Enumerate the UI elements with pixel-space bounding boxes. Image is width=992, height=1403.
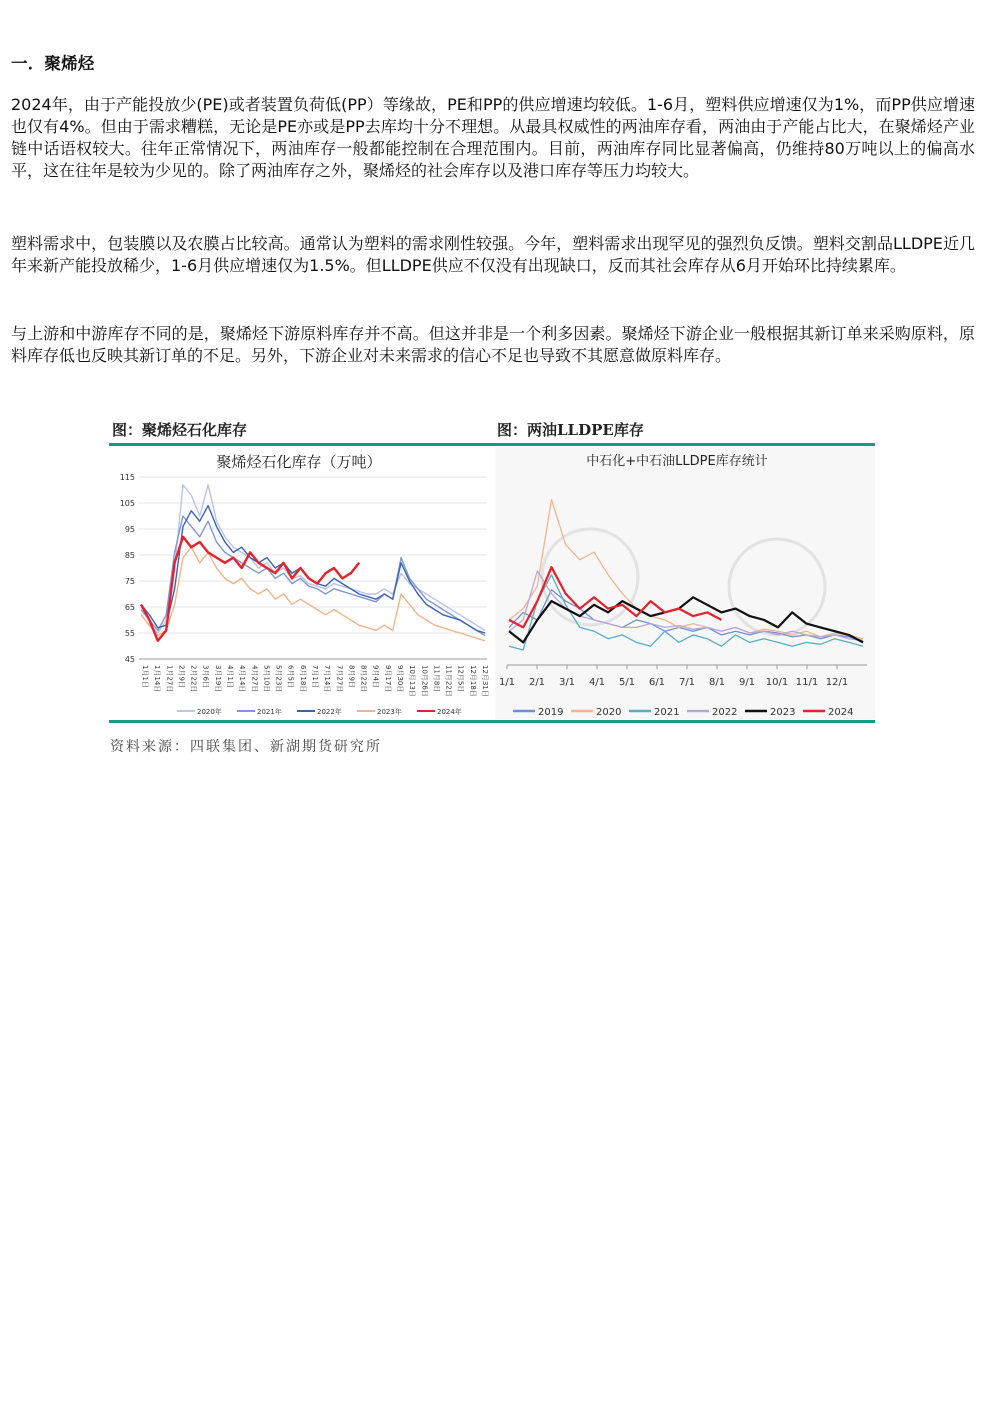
y-tick-label: 75 <box>124 577 135 586</box>
x-tick-label: 8/1 <box>708 677 726 688</box>
y-tick-label: 105 <box>119 499 135 508</box>
y-tick-label: 45 <box>124 655 135 664</box>
legend-label: 2022 <box>712 707 738 718</box>
legend-label: 2023年 <box>377 708 402 716</box>
x-tick-label: 11月22日 <box>444 665 453 697</box>
x-tick-label: 8月22日 <box>359 665 368 693</box>
paragraph-supply: 2024年，由于产能投放少(PE)或者装置负荷低(PP）等缘故，PE和PP的供应增速均较低。1-6月，塑料供应增速仅为1%，而PP供应增速也仅有4%。但由于需求糟糕，无论是PE亦或是PP去库均十分不理想。从最具权威性的两油库存看，两油由于产能占比大，在聚烯烃产业链中话语权较大。往年正常情况下，两油库存一般都能控制在合理范围内。目前，两油库存同比显著偏高，仍维持80万吨以上的偏高水平，这在往年是较为少见的。除了两油库存之外，聚烯烃的社会库存以及港口库存等压力均较大。 <box>11 95 975 180</box>
x-tick-label: 8月9日 <box>347 665 356 688</box>
x-tick-label: 12月31日 <box>481 665 489 697</box>
chart-title: 聚烯烃石化库存（万吨） <box>216 453 382 471</box>
x-tick-label: 2月22日 <box>189 665 198 693</box>
series-line <box>141 506 485 633</box>
x-tick-label: 9月17日 <box>383 665 392 693</box>
x-tick-label: 3月6日 <box>201 665 210 688</box>
legend-label: 2023 <box>770 707 796 718</box>
x-tick-label: 2/1 <box>528 677 546 688</box>
y-tick-label: 65 <box>124 603 135 612</box>
x-tick-label: 4/1 <box>588 677 606 688</box>
y-tick-label: 85 <box>124 551 135 560</box>
x-tick-label: 1月27日 <box>165 665 174 693</box>
x-tick-label: 7月14日 <box>323 665 332 693</box>
chart-title: 中石化+中石油LLDPE库存统计 <box>586 454 768 469</box>
chart-lldpe-inventory <box>495 447 875 719</box>
x-tick-label: 5月23日 <box>274 665 283 693</box>
watermark-logo <box>729 539 825 635</box>
legend-label: 2024 <box>828 707 854 718</box>
x-tick-label: 7月1日 <box>311 665 319 688</box>
y-tick-label: 115 <box>119 473 135 482</box>
x-tick-label: 12月18日 <box>468 665 477 697</box>
x-tick-label: 12/1 <box>825 677 849 688</box>
x-tick-label: 1/1 <box>498 677 516 688</box>
x-tick-label: 9/1 <box>738 677 756 688</box>
x-tick-label: 10月13日 <box>408 665 417 697</box>
legend-label: 2020 <box>596 707 622 718</box>
legend-label: 2022年 <box>317 708 342 716</box>
chart-petrochemical-inventory <box>109 447 492 719</box>
x-tick-label: 11/1 <box>795 677 819 688</box>
x-tick-label: 9月30日 <box>396 665 404 693</box>
x-tick-label: 12月5日 <box>456 665 465 693</box>
paragraph-downstream: 与上游和中游库存不同的是，聚烯烃下游原料库存并不高。但这并非是一个利多因素。聚烯烃下游企业一般根据其新订单来采购原料，原料库存低也反映其新订单的不足。另外，下游企业对未来需求的信心不足也导致不其愿意做原料库存。 <box>11 324 975 365</box>
x-tick-label: 9月4日 <box>371 665 380 688</box>
figure-inventory-charts <box>109 415 875 725</box>
x-tick-label: 7月27日 <box>335 665 344 693</box>
series-line <box>141 547 485 641</box>
legend-label: 2020年 <box>197 708 222 716</box>
x-tick-label: 6/1 <box>648 677 666 688</box>
x-tick-label: 4月1日 <box>226 665 234 688</box>
x-tick-label: 3月19日 <box>213 665 222 693</box>
y-tick-label: 55 <box>124 629 135 638</box>
x-tick-label: 5月10日 <box>262 665 271 693</box>
legend-label: 2024年 <box>437 708 462 716</box>
series-line <box>141 485 485 633</box>
figure-left-header: 图：聚烯烃石化库存 <box>112 421 248 439</box>
x-tick-label: 6月18日 <box>298 665 307 693</box>
x-tick-label: 10月26日 <box>420 665 429 697</box>
chart-panel-petrochemical-inventory <box>109 447 492 719</box>
x-tick-label: 1月14日 <box>153 665 162 693</box>
figure-bottom-rule <box>109 720 875 723</box>
x-tick-label: 2月9日 <box>177 665 186 688</box>
x-tick-label: 4月14日 <box>238 665 247 693</box>
y-tick-label: 95 <box>124 525 135 534</box>
legend-label: 2021年 <box>257 708 282 716</box>
x-tick-label: 3/1 <box>558 677 576 688</box>
x-tick-label: 6月5日 <box>286 665 295 688</box>
figure-top-rule <box>109 443 875 446</box>
x-tick-label: 7/1 <box>678 677 696 688</box>
x-tick-label: 1月1日 <box>141 665 149 688</box>
section-title: 一．聚烯烃 <box>11 54 95 73</box>
legend-label: 2019 <box>538 707 564 718</box>
x-tick-label: 10/1 <box>765 677 789 688</box>
x-tick-label: 5/1 <box>618 677 636 688</box>
x-tick-label: 4月27日 <box>250 665 259 693</box>
chart-panel-lldpe-inventory <box>495 447 875 719</box>
legend-label: 2021 <box>654 707 680 718</box>
paragraph-demand: 塑料需求中，包装膜以及农膜占比较高。通常认为塑料的需求刚性较强。今年，塑料需求出现罕见的强烈负反馈。塑料交割品LLDPE近几年来新产能投放稀少，1-6月供应增速仅为1.5%。但LLDPE供应不仅没有出现缺口，反而其社会库存从6月开始环比持续累库。 <box>11 234 975 275</box>
figure-right-header: 图：两油LLDPE库存 <box>497 421 644 439</box>
x-tick-label: 11月8日 <box>432 665 441 693</box>
series-line <box>141 516 485 636</box>
figure-source: 资料来源：四联集团、新湖期货研究所 <box>110 739 382 755</box>
